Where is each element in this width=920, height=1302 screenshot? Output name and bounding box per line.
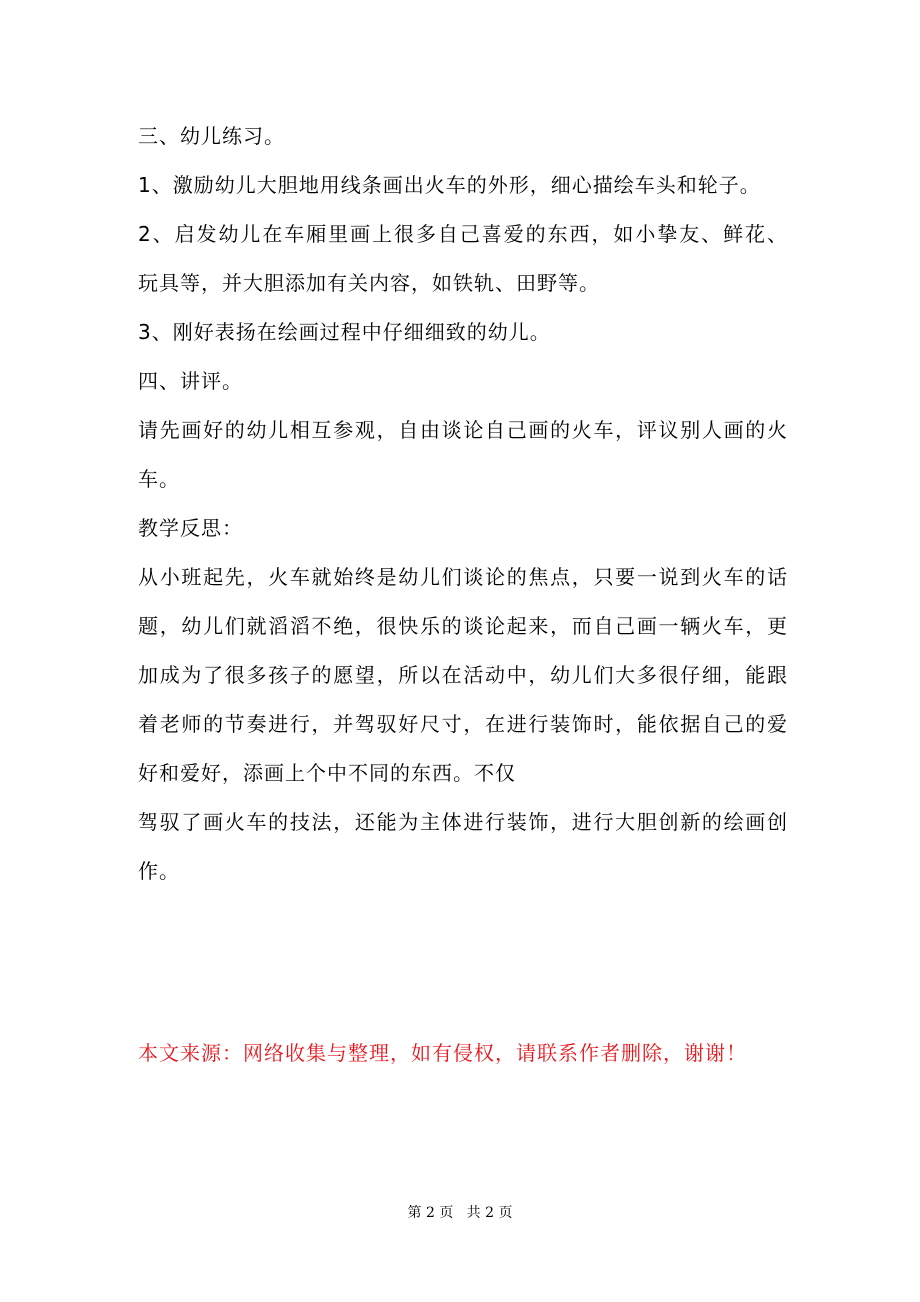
reflection-line-7: 作。 bbox=[138, 859, 180, 883]
reflection-line-5: 好和爱好，添画上个中不同的东西。不仅 bbox=[138, 761, 516, 785]
practice-item-3: 3、刚好表扬在绘画过程中仔细细致的幼儿。 bbox=[138, 320, 551, 344]
review-paragraph-line-2: 车。 bbox=[138, 467, 180, 491]
source-note: 本文来源：网络收集与整理，如有侵权，请联系作者删除，谢谢！ bbox=[138, 1041, 747, 1065]
section-heading-practice: 三、幼儿练习。 bbox=[138, 124, 285, 148]
page-number-label: 第 2 页 共 2 页 bbox=[407, 1205, 513, 1221]
review-paragraph-line-1: 请先画好的幼儿相互参观，自由谈论自己画的火车，评议别人画的火 bbox=[138, 418, 788, 442]
document-body bbox=[138, 112, 788, 896]
reflection-line-2: 题，幼儿们就滔滔不绝，很快乐的谈论起来，而自己画一辆火车，更 bbox=[138, 614, 788, 638]
reflection-line-3: 加成为了很多孩子的愿望，所以在活动中，幼儿们大多很仔细，能跟 bbox=[138, 663, 788, 687]
reflection-line-1: 从小班起先，火车就始终是幼儿们谈论的焦点，只要一说到火车的话 bbox=[138, 565, 788, 589]
practice-item-1: 1、激励幼儿大胆地用线条画出火车的外形，细心描绘车头和轮子。 bbox=[138, 173, 761, 197]
section-heading-reflection: 教学反思： bbox=[138, 516, 243, 540]
practice-item-2: 2、启发幼儿在车厢里画上很多自己喜爱的东西，如小挚友、鲜花、 bbox=[138, 222, 788, 246]
section-heading-review: 四、讲评。 bbox=[138, 369, 243, 393]
practice-item-2-cont: 玩具等，并大胆添加有关内容，如铁轨、田野等。 bbox=[138, 271, 600, 295]
reflection-line-4: 着老师的节奏进行，并驾驭好尺寸，在进行装饰时，能依据自己的爱 bbox=[138, 712, 788, 736]
reflection-line-6: 驾驭了画火车的技法，还能为主体进行装饰，进行大胆创新的绘画创 bbox=[138, 810, 788, 834]
page-number bbox=[0, 1203, 920, 1223]
